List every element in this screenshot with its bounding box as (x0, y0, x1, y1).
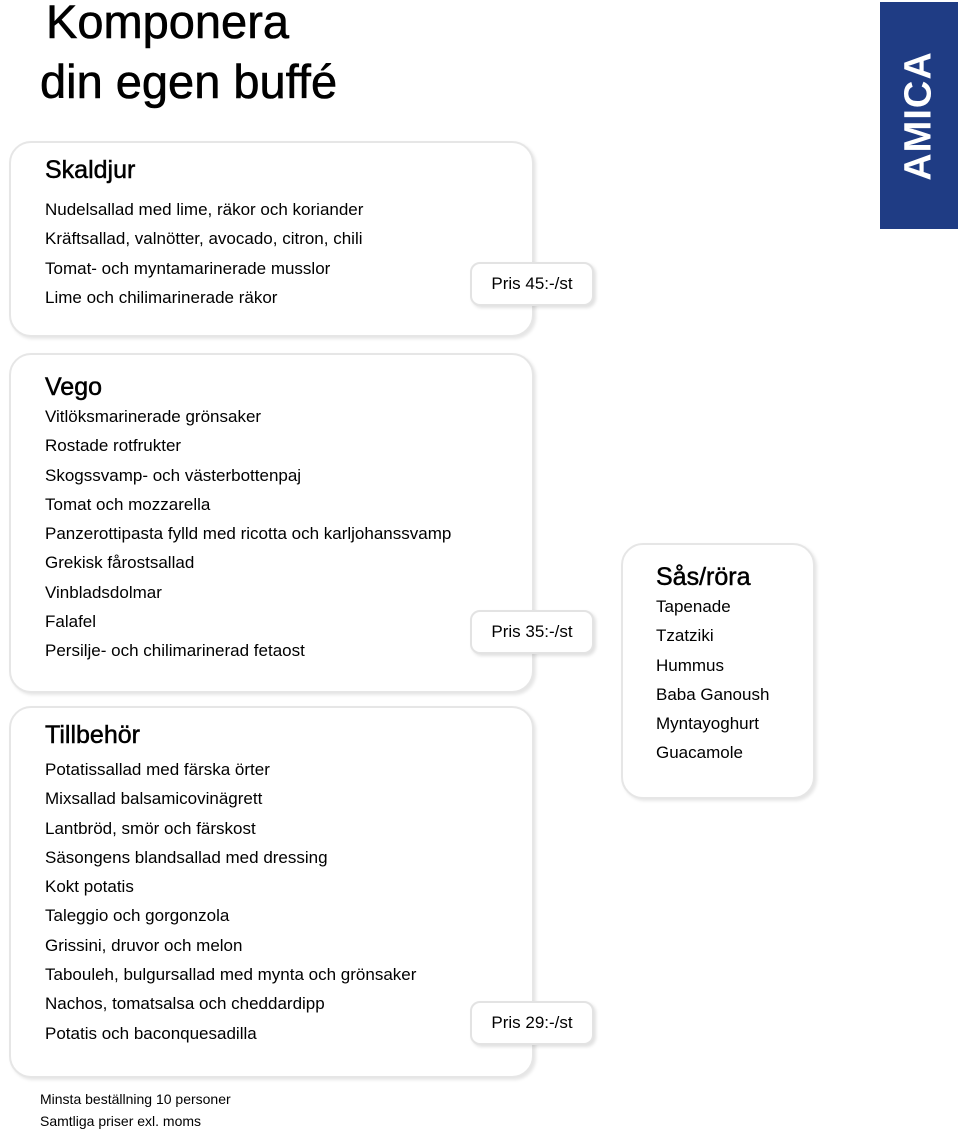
list-item: Tzatziki (656, 626, 714, 646)
title-line-1: Komponera (46, 0, 289, 48)
list-item: Lantbröd, smör och färskost (45, 818, 256, 838)
sas-rora-heading: Sås/röra (656, 563, 751, 591)
list-item: Myntayoghurt (656, 714, 759, 734)
minimum-order-note: Minsta beställning 10 personer (40, 1091, 231, 1107)
title-line-2: din egen buffé (40, 55, 338, 108)
tillbehor-heading: Tillbehör (45, 721, 140, 749)
list-item: Falafel (45, 612, 97, 632)
skaldjur-heading: Skaldjur (45, 156, 136, 184)
skaldjur-price-badge: Pris 45:-/st (470, 262, 594, 306)
vego-list (45, 402, 451, 666)
list-item: Vitlöksmarinerade grönsaker (45, 407, 262, 426)
list-item: Hummus (656, 655, 725, 675)
list-item: Grissini, druvor och melon (45, 935, 243, 955)
footer-notes (40, 1088, 231, 1132)
tillbehor-price-badge: Pris 29:-/st (470, 1001, 594, 1045)
list-item: Potatissallad med färska örter (45, 760, 270, 779)
list-item: Guacamole (656, 743, 743, 763)
list-item: Mixsallad balsamicovinägrett (45, 789, 263, 809)
list-item: Kokt potatis (45, 877, 134, 897)
list-item: Baba Ganoush (656, 684, 770, 704)
logo-text: AMICA (897, 50, 940, 181)
list-item: Tapenade (656, 597, 731, 616)
list-item: Tabouleh, bulgursallad med mynta och grönsaker (45, 965, 417, 985)
vego-section (45, 372, 451, 666)
tillbehor-list (45, 755, 416, 1048)
list-item: Vinbladsdolmar (45, 582, 162, 602)
list-item: Skogssvamp- och västerbottenpaj (45, 465, 302, 485)
list-item: Kräftsallad, valnötter, avocado, citron, chili (45, 229, 363, 249)
vego-price-badge: Pris 35:-/st (470, 610, 594, 654)
list-item: Taleggio och gorgonzola (45, 906, 230, 926)
vego-heading: Vego (45, 373, 103, 401)
sas-rora-section (656, 562, 769, 768)
vat-note: Samtliga priser exl. moms (40, 1113, 202, 1129)
tillbehor-section (45, 720, 416, 1048)
list-item: Tomat och mozzarella (45, 494, 211, 514)
list-item: Nachos, tomatsalsa och cheddardipp (45, 994, 325, 1014)
list-item: Persilje- och chilimarinerad fetaost (45, 641, 305, 661)
skaldjur-section (45, 155, 363, 312)
list-item: Tomat- och myntamarinerade musslor (45, 258, 331, 278)
sas-rora-list (656, 592, 769, 768)
list-item: Rostade rotfrukter (45, 436, 182, 456)
list-item: Lime och chilimarinerade räkor (45, 287, 278, 307)
page-title (40, 0, 337, 112)
list-item: Säsongens blandsallad med dressing (45, 847, 328, 867)
list-item: Panzerottipasta fylld med ricotta och karljohanssvamp (45, 524, 452, 544)
list-item: Grekisk fårostsallad (45, 553, 195, 573)
amica-logo (880, 2, 958, 229)
skaldjur-list (45, 195, 363, 312)
list-item: Nudelsallad med lime, räkor och koriander (45, 200, 364, 219)
list-item: Potatis och baconquesadilla (45, 1023, 257, 1043)
